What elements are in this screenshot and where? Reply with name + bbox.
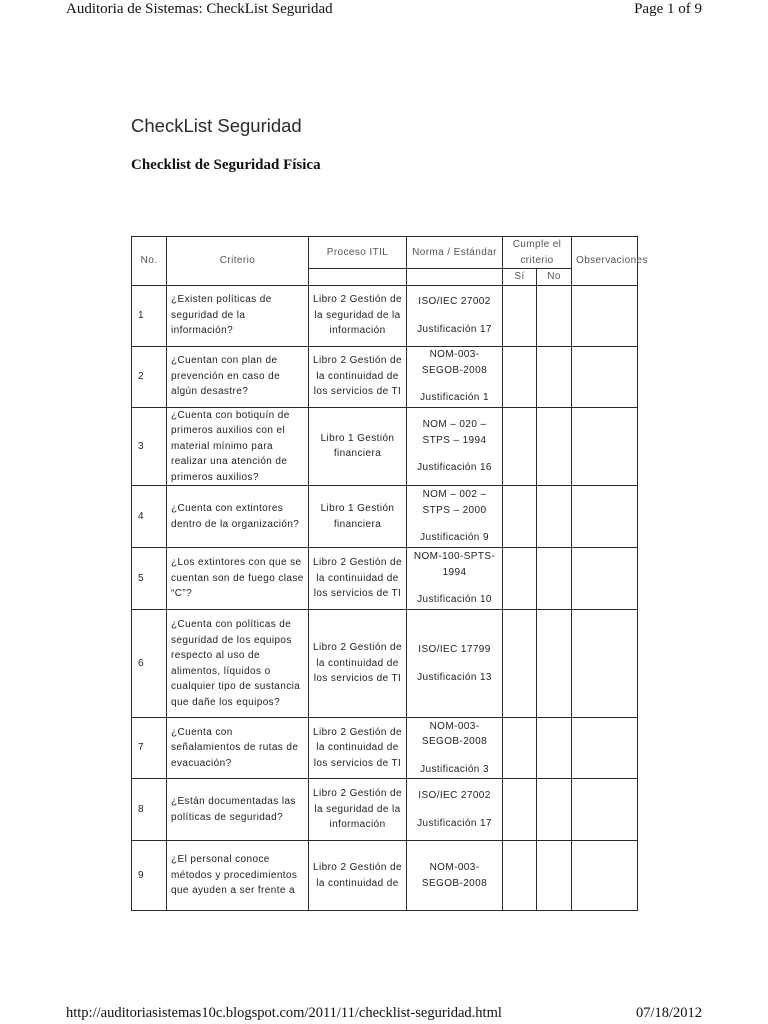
- row-number: 9: [132, 841, 167, 911]
- row-criterio: ¿Cuenta con extintores dentro de la organización?: [167, 486, 309, 548]
- row-norma: ISO/IEC 27002: [418, 790, 491, 801]
- row-norma: NOM-003-SEGOB-2008: [421, 862, 488, 889]
- row-si-cell[interactable]: [503, 285, 537, 346]
- header-criterio: Criterio: [167, 237, 309, 286]
- row-proceso: Libro 2 Gestión de la seguridad de la información: [309, 285, 407, 346]
- row-norma-cell: [407, 346, 503, 407]
- row-number: 4: [132, 486, 167, 548]
- row-number: 2: [132, 346, 167, 407]
- source-url[interactable]: http://auditoriasistemas10c.blogspot.com/2011/11/checklist-seguridad.html: [66, 1005, 502, 1021]
- row-norma: NOM-003-SEGOB-2008: [421, 349, 488, 376]
- row-norma-cell: [407, 610, 503, 718]
- print-header: [0, 0, 768, 22]
- row-observaciones-cell[interactable]: [572, 486, 638, 548]
- row-si-cell[interactable]: [503, 346, 537, 407]
- row-proceso: Libro 2 Gestión de la continuidad de los servicios de TI: [309, 610, 407, 718]
- table-row: [132, 486, 638, 548]
- row-observaciones-cell[interactable]: [572, 718, 638, 779]
- row-observaciones-cell[interactable]: [572, 610, 638, 718]
- row-norma-cell: [407, 841, 503, 911]
- row-si-cell[interactable]: [503, 548, 537, 610]
- print-footer: [0, 1005, 768, 1024]
- row-proceso: Libro 2 Gestión de la seguridad de la información: [309, 779, 407, 841]
- row-justificacion: Justificación 17: [417, 817, 492, 829]
- row-proceso: Libro 1 Gestión financiera: [309, 407, 407, 486]
- row-norma-cell: [407, 486, 503, 548]
- header-no-col: No: [537, 269, 572, 286]
- row-norma: NOM-100-SPTS-1994: [413, 551, 496, 578]
- table-row: [132, 285, 638, 346]
- table-row: [132, 407, 638, 486]
- row-number: 5: [132, 548, 167, 610]
- row-justificacion: Justificación 17: [417, 323, 492, 335]
- row-justificacion: Justificación 10: [417, 594, 492, 606]
- row-proceso: Libro 2 Gestión de la continuidad de los servicios de TI: [309, 718, 407, 779]
- row-no-cell[interactable]: [537, 346, 572, 407]
- row-si-cell[interactable]: [503, 841, 537, 911]
- row-criterio: ¿Existen políticas de seguridad de la información?: [167, 285, 309, 346]
- row-criterio: ¿Los extintores con que se cuentan son de fuego clase “C”?: [167, 548, 309, 610]
- document-subtitle: Checklist de Seguridad Física: [131, 157, 321, 173]
- row-no-cell[interactable]: [537, 718, 572, 779]
- row-criterio: ¿Cuenta con señalamientos de rutas de evacuación?: [167, 718, 309, 779]
- header-proceso-blank: [309, 269, 407, 286]
- row-number: 8: [132, 779, 167, 841]
- row-criterio: ¿Están documentadas las políticas de seguridad?: [167, 779, 309, 841]
- row-proceso: Libro 2 Gestión de la continuidad de: [309, 841, 407, 911]
- table-row: [132, 610, 638, 718]
- table-row: [132, 841, 638, 911]
- row-criterio: ¿El personal conoce métodos y procedimientos que ayuden a ser frente a: [167, 841, 309, 911]
- row-criterio: ¿Cuenta con políticas de seguridad de los equipos respecto al uso de alimentos, líquidos o cualquier tipo de sustancia que dañe los equipos?: [167, 610, 309, 718]
- row-observaciones-cell[interactable]: [572, 841, 638, 911]
- row-si-cell[interactable]: [503, 718, 537, 779]
- row-si-cell[interactable]: [503, 407, 537, 486]
- row-justificacion: Justificación 16: [417, 462, 492, 473]
- row-norma-cell: [407, 779, 503, 841]
- print-date: 07/18/2012: [635, 1005, 702, 1021]
- row-number: 1: [132, 285, 167, 346]
- row-justificacion: Justificación 9: [420, 532, 489, 544]
- row-norma-cell: [407, 548, 503, 610]
- row-no-cell[interactable]: [537, 610, 572, 718]
- row-norma-cell: [407, 718, 503, 779]
- table-row: [132, 346, 638, 407]
- row-norma: NOM – 020 – STPS – 1994: [422, 419, 487, 446]
- row-number: 6: [132, 610, 167, 718]
- row-si-cell[interactable]: [503, 779, 537, 841]
- row-observaciones-cell[interactable]: [572, 407, 638, 486]
- row-norma: ISO/IEC 17799: [418, 644, 491, 655]
- row-no-cell[interactable]: [537, 486, 572, 548]
- header-norma-blank: [407, 269, 503, 286]
- row-no-cell[interactable]: [537, 285, 572, 346]
- row-si-cell[interactable]: [503, 486, 537, 548]
- row-observaciones-cell[interactable]: [572, 346, 638, 407]
- row-no-cell[interactable]: [537, 548, 572, 610]
- row-number: 3: [132, 407, 167, 486]
- row-norma: ISO/IEC 27002: [418, 296, 491, 307]
- row-norma: NOM – 002 – STPS – 2000: [422, 489, 487, 516]
- row-justificacion: Justificación 13: [417, 671, 492, 683]
- document-title: CheckList Seguridad: [131, 115, 302, 136]
- header-proceso: Proceso ITIL: [309, 237, 407, 269]
- header-si: Sí: [503, 269, 537, 286]
- row-criterio: ¿Cuentan con plan de prevención en caso de algún desastre?: [167, 346, 309, 407]
- row-justificacion: Justificación 3: [420, 763, 489, 775]
- row-norma: NOM-003-SEGOB-2008: [421, 720, 488, 748]
- header-observaciones: Observaciones: [572, 237, 638, 286]
- row-no-cell[interactable]: [537, 407, 572, 486]
- row-observaciones-cell[interactable]: [572, 779, 638, 841]
- page-number: Page 1 of 9: [634, 1, 702, 17]
- checklist-table: [131, 236, 648, 911]
- row-proceso: Libro 1 Gestión financiera: [309, 486, 407, 548]
- checklist-table-container: [131, 236, 648, 904]
- table-row: [132, 718, 638, 779]
- row-proceso: Libro 2 Gestión de la continuidad de los servicios de TI: [309, 346, 407, 407]
- row-number: 7: [132, 718, 167, 779]
- row-no-cell[interactable]: [537, 841, 572, 911]
- row-observaciones-cell[interactable]: [572, 285, 638, 346]
- page-header-title: Auditoria de Sistemas: CheckList Seguridad: [66, 1, 333, 17]
- row-norma-cell: [407, 407, 503, 486]
- row-justificacion: Justificación 1: [420, 392, 489, 404]
- row-si-cell[interactable]: [503, 610, 537, 718]
- header-cumple: Cumple el criterio: [503, 237, 572, 269]
- row-observaciones-cell[interactable]: [572, 548, 638, 610]
- row-no-cell[interactable]: [537, 779, 572, 841]
- row-proceso: Libro 2 Gestión de la continuidad de los servicios de TI: [309, 548, 407, 610]
- table-row: [132, 548, 638, 610]
- header-no: No.: [132, 237, 167, 286]
- row-norma-cell: [407, 285, 503, 346]
- header-norma: Norma / Estándar: [407, 237, 503, 269]
- row-criterio: ¿Cuenta con botiquín de primeros auxilios con el material mínimo para realizar una atención de primeros auxilios?: [167, 407, 309, 486]
- table-row: [132, 779, 638, 841]
